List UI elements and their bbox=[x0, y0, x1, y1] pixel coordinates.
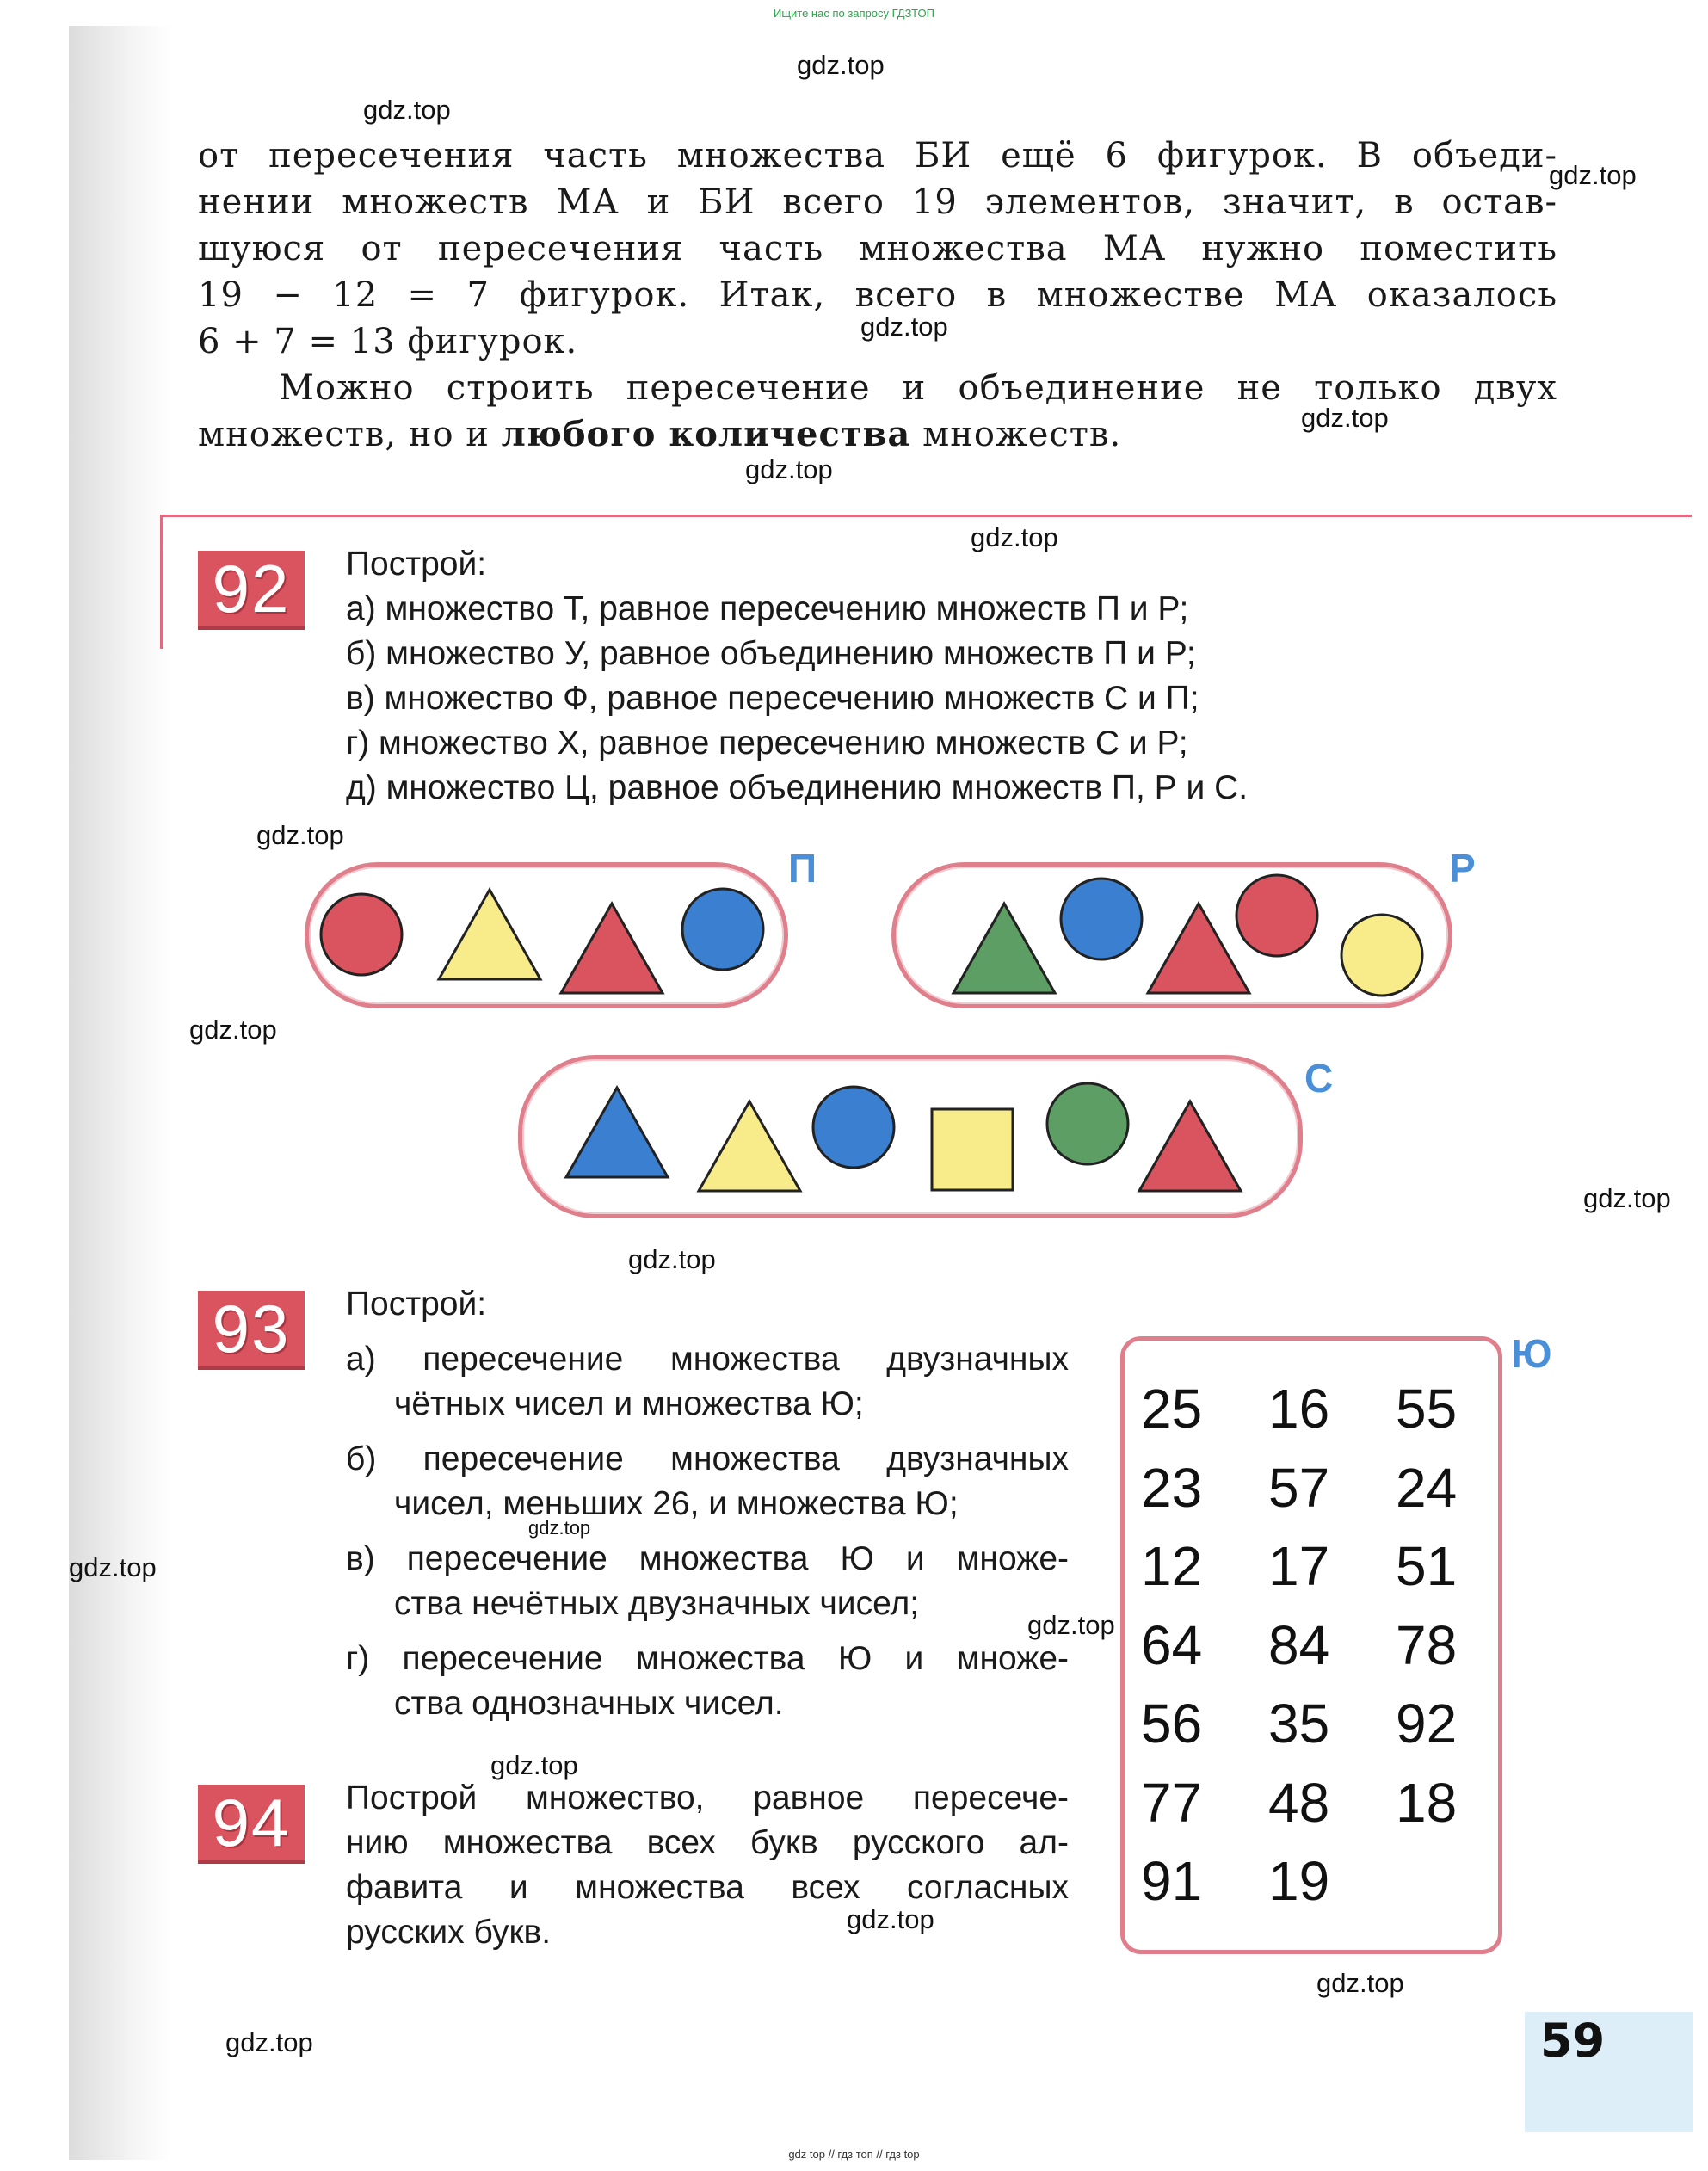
yellow-triangle-icon bbox=[435, 886, 544, 983]
yellow-square-icon bbox=[929, 1107, 1015, 1193]
watermark: gdz.top bbox=[797, 50, 885, 80]
bottom-watermark: gdz top // гдз топ // гдз top bbox=[788, 2148, 920, 2161]
set-yu-number: 92 bbox=[1396, 1693, 1458, 1755]
watermark: gdz.top bbox=[528, 1517, 591, 1539]
watermark: gdz.top bbox=[1027, 1610, 1115, 1640]
task-heading: Построй: bbox=[346, 546, 487, 583]
task-number-93: 93 bbox=[198, 1291, 305, 1370]
set-yu-number: 57 bbox=[1268, 1456, 1330, 1519]
intro-line: 19 − 12 = 7 фигурок. Итак, всего в множестве МА оказалось bbox=[198, 275, 1557, 315]
watermark: gdz.top bbox=[745, 454, 833, 484]
set-yu-number: 12 bbox=[1141, 1535, 1203, 1597]
set-yu-number: 17 bbox=[1268, 1535, 1330, 1597]
set-yu-number: 48 bbox=[1268, 1771, 1330, 1834]
task-line: фавита и множества всех согласных bbox=[346, 1869, 1069, 1906]
green-circle-icon bbox=[1045, 1081, 1131, 1167]
page-edge-shadow bbox=[69, 26, 172, 2160]
watermark: gdz.top bbox=[1316, 1968, 1404, 1998]
yellow-triangle-icon bbox=[695, 1098, 804, 1194]
intro-paragraph-2-line bbox=[198, 411, 1557, 458]
intro-paragraph bbox=[198, 133, 1557, 458]
task-line: нию множества всех букв русского ал- bbox=[346, 1824, 1069, 1861]
green-triangle-icon bbox=[950, 900, 1058, 996]
blue-circle-icon bbox=[811, 1084, 897, 1170]
page-number: 59 bbox=[1540, 2014, 1606, 2068]
set-yu-number: 51 bbox=[1396, 1535, 1458, 1597]
task-number-92: 92 bbox=[198, 551, 305, 630]
blue-circle-icon bbox=[680, 886, 766, 972]
set-s-label: С bbox=[1304, 1056, 1334, 1101]
task-item: г) множество Х, равное пересечению множеств С и Р; bbox=[346, 725, 1188, 762]
set-yu-number: 55 bbox=[1396, 1378, 1458, 1440]
watermark: gdz.top bbox=[847, 1904, 934, 1934]
task-item-continuation: ства однозначных чисел. bbox=[394, 1685, 784, 1722]
task-94-text bbox=[346, 1776, 1069, 1955]
set-yu-number: 77 bbox=[1141, 1771, 1203, 1834]
set-yu-number: 64 bbox=[1141, 1613, 1203, 1676]
blue-triangle-icon bbox=[563, 1084, 671, 1181]
watermark: gdz.top bbox=[189, 1015, 277, 1045]
intro-line: 6 + 7 = 13 фигурок. bbox=[198, 322, 578, 361]
task-item-continuation: чисел, меньших 26, и множества Ю; bbox=[394, 1485, 959, 1522]
watermark: gdz.top bbox=[628, 1244, 716, 1274]
watermark: gdz.top bbox=[1301, 403, 1389, 433]
watermark: gdz.top bbox=[256, 820, 344, 850]
set-p-label: П bbox=[788, 846, 817, 891]
task-item: д) множество Ц, равное объединению множеств П, Р и С. bbox=[346, 769, 1249, 806]
task-item: б) множество У, равное объединению множеств П и Р; bbox=[346, 635, 1196, 672]
task-item: в) пересечение множества Ю и множе- bbox=[346, 1540, 1069, 1577]
intro-line: шуюся от пересечения часть множества МА нужно поместить bbox=[198, 229, 1557, 268]
red-circle-icon bbox=[318, 891, 404, 978]
set-yu-number: 18 bbox=[1396, 1771, 1458, 1834]
set-yu-number: 84 bbox=[1268, 1613, 1330, 1676]
task-item: в) множество Ф, равное пересечению множеств С и П; bbox=[346, 680, 1199, 717]
watermark: gdz.top bbox=[971, 522, 1058, 552]
red-triangle-icon bbox=[1136, 1098, 1244, 1194]
blue-circle-icon bbox=[1058, 876, 1144, 962]
bold-phrase: любого количества bbox=[501, 414, 911, 454]
set-r-label: Р bbox=[1449, 846, 1476, 891]
watermark: gdz.top bbox=[225, 2027, 313, 2057]
task-heading: Построй: bbox=[346, 1286, 487, 1323]
task-93-text bbox=[346, 1282, 1069, 1726]
intro-line: нении множеств МА и БИ всего 19 элементов, значит, в остав- bbox=[198, 182, 1557, 222]
watermark: gdz.top bbox=[1549, 160, 1637, 190]
task-item-continuation: чётных чисел и множества Ю; bbox=[394, 1385, 864, 1422]
set-yu-label: Ю bbox=[1511, 1331, 1552, 1376]
task-item-continuation: ства нечётных двузначных чисел; bbox=[394, 1585, 920, 1622]
watermark: gdz.top bbox=[363, 95, 451, 125]
yellow-circle-icon bbox=[1339, 912, 1425, 998]
set-yu-number: 23 bbox=[1141, 1456, 1203, 1519]
task-92-text bbox=[346, 542, 1464, 811]
section-divider bbox=[160, 515, 1692, 517]
set-yu-number: 35 bbox=[1268, 1693, 1330, 1755]
task-item: г) пересечение множества Ю и множе- bbox=[346, 1640, 1069, 1677]
set-yu-number: 25 bbox=[1141, 1378, 1203, 1440]
red-triangle-icon bbox=[558, 900, 666, 996]
set-yu-number: 24 bbox=[1396, 1456, 1458, 1519]
intro-paragraph-2-line: Можно строить пересечение и объединение не только двух bbox=[279, 368, 1557, 408]
set-yu-number: 19 bbox=[1268, 1850, 1330, 1912]
watermark: gdz.top bbox=[860, 311, 948, 342]
red-circle-icon bbox=[1234, 873, 1320, 959]
watermark: gdz.top bbox=[490, 1750, 578, 1780]
set-yu-number: 78 bbox=[1396, 1613, 1458, 1676]
task-number-94: 94 bbox=[198, 1785, 305, 1864]
task-item: а) множество Т, равное пересечению множеств П и Р; bbox=[346, 590, 1189, 627]
task-line: Построй множество, равное пересече- bbox=[346, 1779, 1069, 1816]
task-item: б) пересечение множества двузначных bbox=[346, 1440, 1069, 1477]
top-watermark: Ищите нас по запросу ГДЗТОП bbox=[773, 7, 934, 20]
set-yu-number: 91 bbox=[1141, 1850, 1203, 1912]
task-line: русских букв. bbox=[346, 1914, 552, 1951]
watermark: gdz.top bbox=[69, 1552, 157, 1582]
intro-line: от пересечения часть множества БИ ещё 6 фигурок. В объеди- bbox=[198, 136, 1557, 176]
task-item: а) пересечение множества двузначных bbox=[346, 1341, 1069, 1378]
text-run: множеств. bbox=[910, 415, 1122, 454]
watermark: gdz.top bbox=[1583, 1183, 1671, 1213]
set-yu-number: 56 bbox=[1141, 1693, 1203, 1755]
set-yu-number: 16 bbox=[1268, 1378, 1330, 1440]
text-run: множеств, но и bbox=[198, 415, 502, 454]
section-divider-vertical bbox=[160, 515, 163, 649]
